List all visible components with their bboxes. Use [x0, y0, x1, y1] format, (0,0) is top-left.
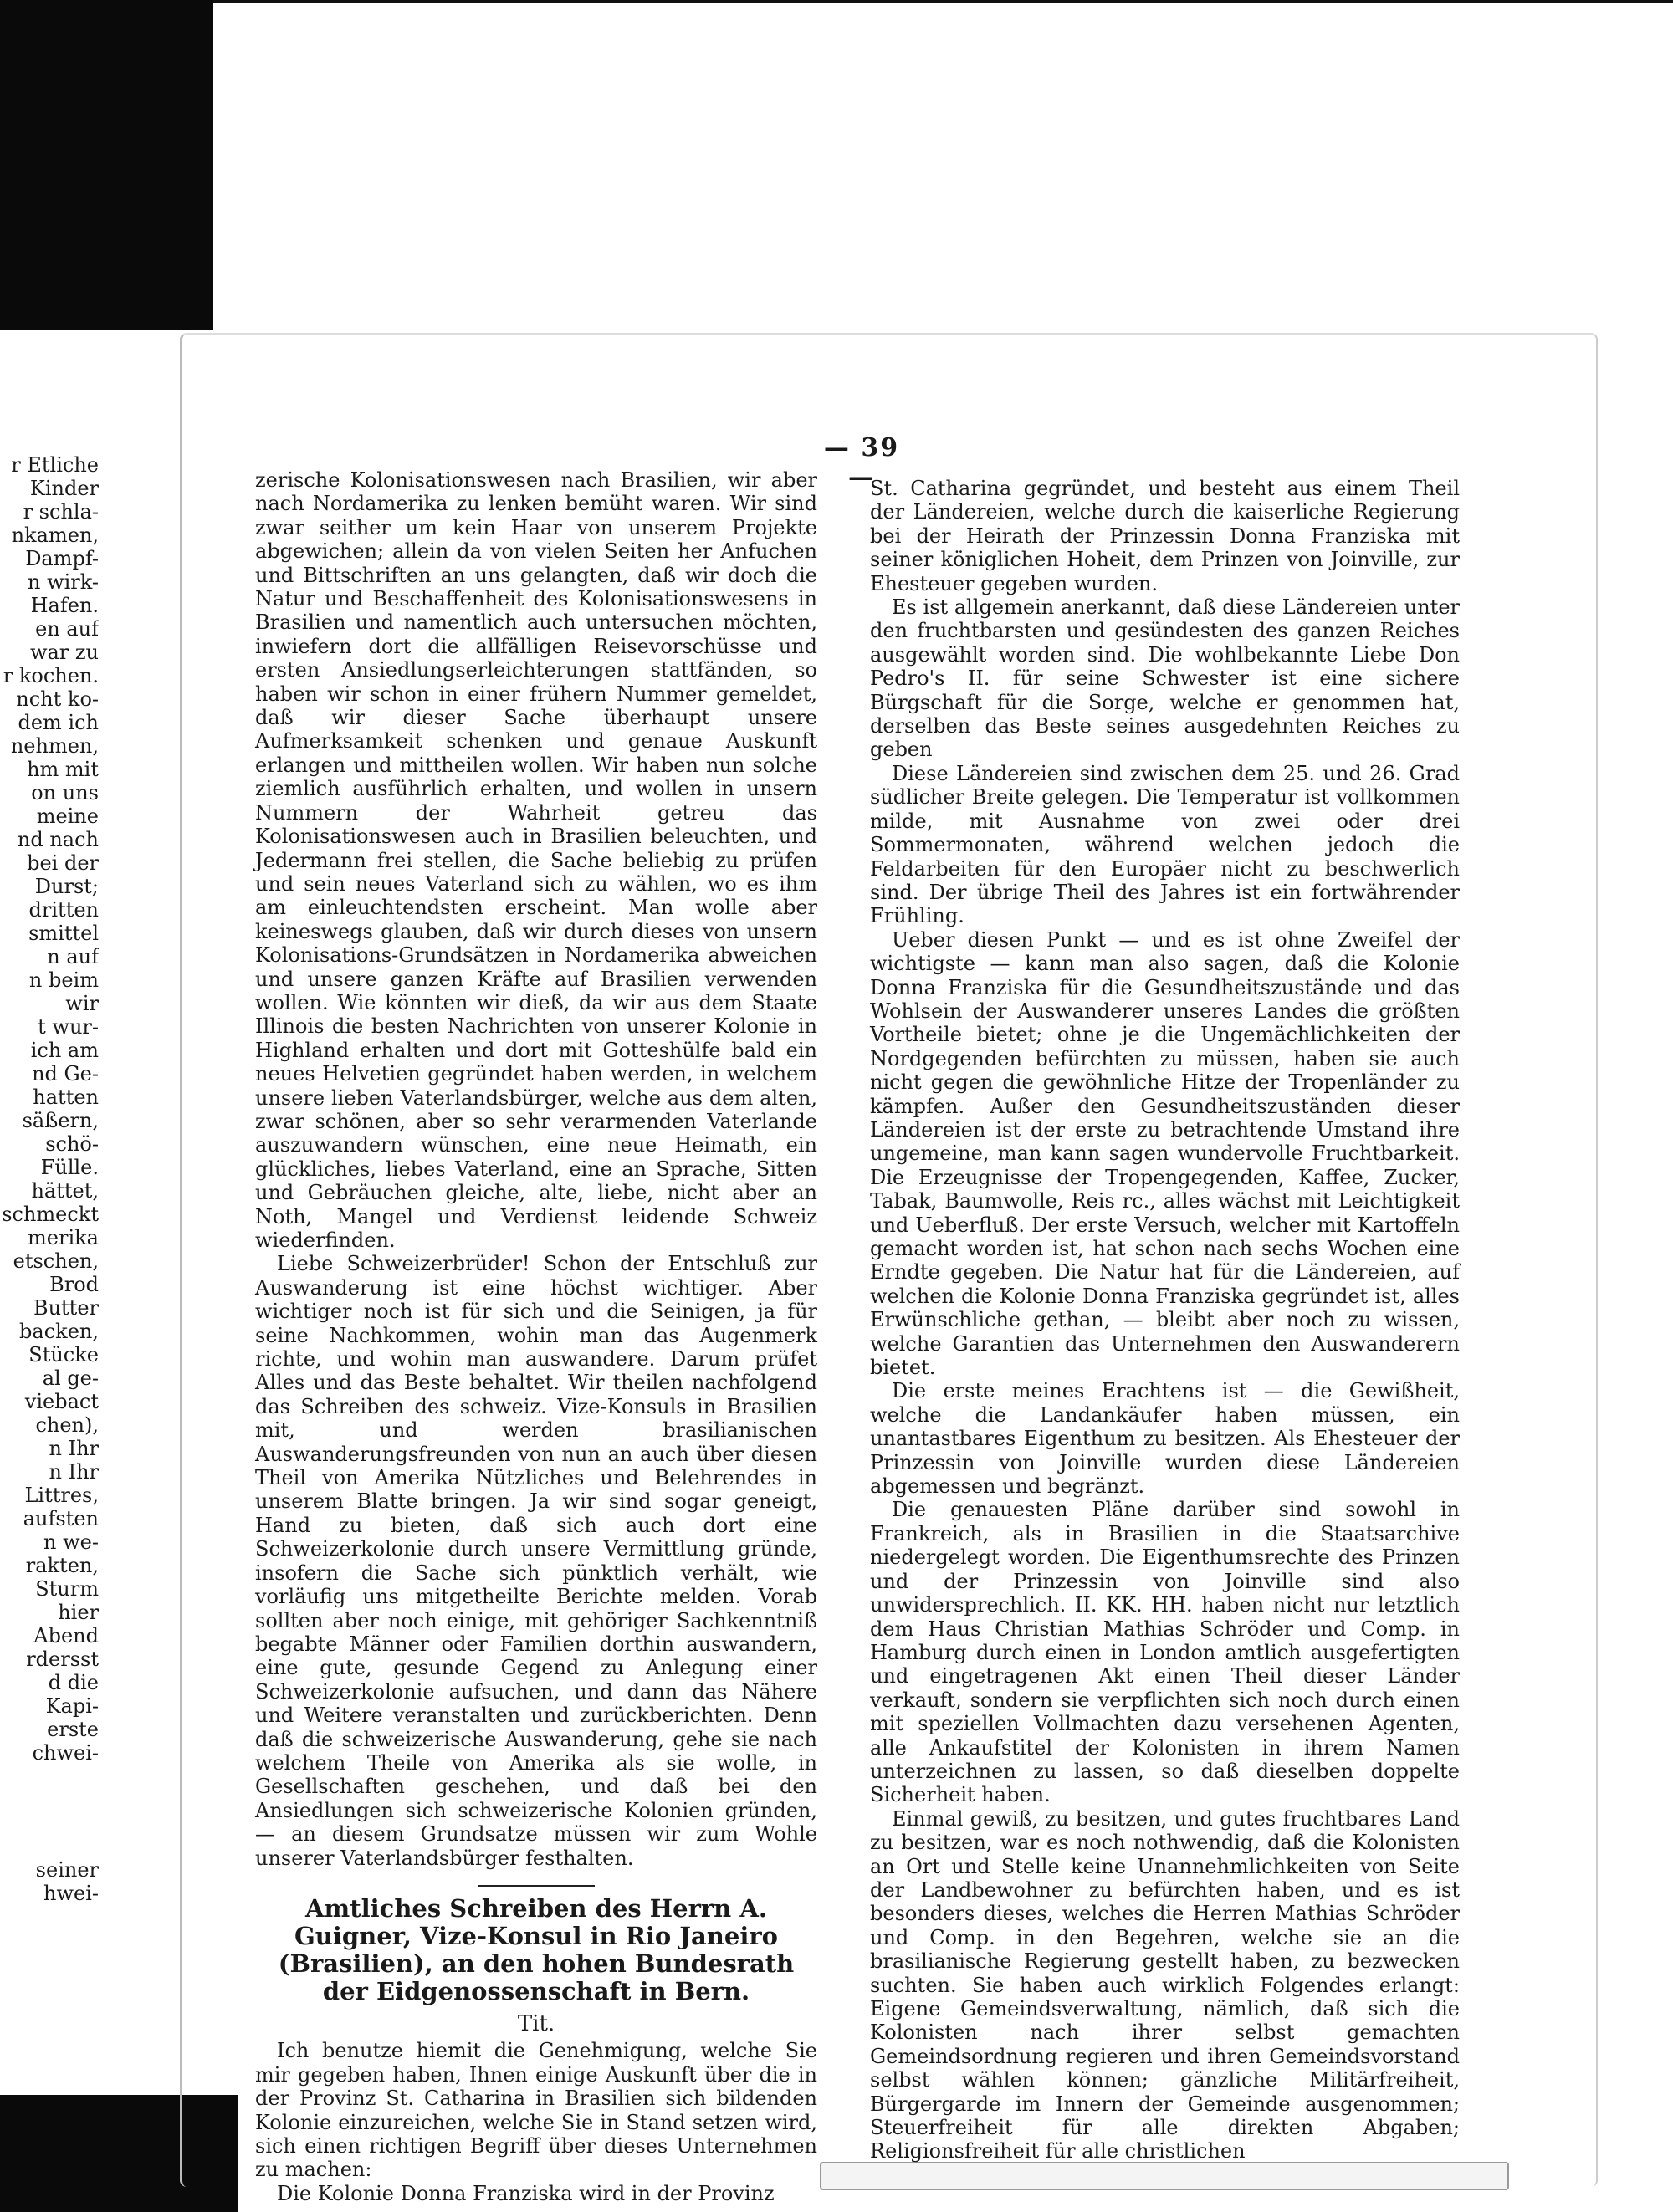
fragment-line: n auf	[47, 945, 99, 968]
fragment-line: aufsten	[23, 1507, 99, 1530]
page-number: — 39 —	[823, 433, 900, 492]
fragment-line: n Ihr	[49, 1437, 99, 1460]
fragment-line: Kinder	[29, 477, 99, 500]
fragment-line: etschen,	[13, 1249, 99, 1273]
paragraph: Diese Ländereien sind zwischen dem 25. und 26. Grad südlicher Breite gelegen. Die Temperatur ist vollkommen milde, mit Ausnahme von zwei oder drei Sommermonaten, während welchen jedoch die Feldarbeiten für den Europäer nicht zu beschwerlich sind. Der übrige Theil des Jahres ist ein fortwährender Frühling.	[870, 761, 1460, 928]
letter-paragraphs	[255, 2039, 817, 2205]
paragraph: Die genauesten Pläne darüber sind sowohl in Frankreich, als in Brasilien in die Staatsarchive niedergelegt worden. Die Eigenthumsrechte des Prinzen und der Prinzessin von Joinville sind also unwidersprechlich. II. KK. HH. haben nicht nur letztlich dem Haus Christian Mathias Schröder und Comp. in Hamburg durch einen in London amtlich ausgefertigten und eingetragenen Akt einen Theil dieser Länder verkauft, sondern sie verpflichten sich noch durch einen mit speziellen Vollmachten dazu versehenen Agenten, alle Ankaufstitel der Kolonisten in ihrem Namen unterzeichnen zu lassen, so daß dieselben doppelte Sicherheit haben.	[870, 1498, 1460, 1807]
fragment-line: t wur-	[38, 1015, 99, 1039]
left-column	[255, 468, 817, 2205]
scan-top-border	[213, 0, 1673, 3]
fragment-line: chen),	[35, 1413, 99, 1437]
fragment-line: chwei-	[32, 1741, 99, 1765]
fragment-line: ich am	[30, 1039, 99, 1062]
fragment-line: Littres,	[24, 1484, 99, 1507]
previous-page-fragment	[0, 453, 99, 1905]
fragment-line: meine	[36, 805, 99, 828]
fragment-line: rakten,	[25, 1554, 99, 1577]
fragment-line: wir	[65, 992, 99, 1015]
fragment-line: al ge-	[42, 1367, 99, 1390]
fragment-line: Brod	[49, 1273, 99, 1296]
fragment-line: nd nach	[17, 828, 99, 851]
fragment-line	[0, 1835, 99, 1858]
fragment-line: hatten	[33, 1086, 99, 1109]
fragment-line: dritten	[28, 898, 99, 922]
fragment-line: d die	[48, 1671, 99, 1694]
fragment-line: war zu	[29, 641, 99, 664]
fragment-line: rdersst	[26, 1648, 99, 1671]
paragraph: Ich benutze hiemit die Genehmigung, welche Sie mir gegeben haben, Ihnen einige Auskunft über die in der Provinz St. Catharina in Brasilien sich bildenden Kolonie einzureichen, welche Sie in Stand setzen wird, sich einen richtigen Begriff über dieses Unternehmen zu machen:	[255, 2039, 817, 2182]
fragment-line: Stücke	[28, 1343, 99, 1367]
fragment-line: r Etliche	[11, 453, 99, 477]
fragment-line: schö-	[45, 1132, 99, 1156]
fragment-line: Fülle.	[40, 1156, 99, 1179]
fragment-line: merika	[28, 1226, 99, 1249]
letter-heading: Amtliches Schreiben des Herrn A. Guigner, Vize-Konsul in Rio Janeiro (Brasilien), an den hohen Bundesrath der Eidgenossenschaft in Bern.	[278, 1893, 795, 2005]
fragment-line: hwei-	[43, 1882, 99, 1905]
fragment-line: r schla-	[23, 500, 99, 524]
fragment-line: smittel	[28, 922, 99, 945]
scan-bottom-artifact	[820, 2162, 1509, 2190]
fragment-line: hier	[58, 1601, 99, 1624]
fragment-line: hättet,	[31, 1179, 99, 1203]
paragraph: St. Catharina gegründet, und besteht aus einem Theil der Ländereien, welche durch die kaiserliche Regierung bei der Heirath der Prinzessin Donna Franziska mit seiner königlichen Hoheit, dem Prinzen von Joinville, zur Ehesteuer gegeben wurden.	[870, 477, 1460, 595]
fragment-line: n we-	[43, 1530, 99, 1554]
fragment-line: n wirk-	[27, 570, 99, 594]
paragraph: zerische Kolonisationswesen nach Brasilien, wir aber nach Nordamerika zu lenken bemüht waren. Wir sind zwar seither um kein Haar von unserem Projekte abgewichen; allein da von vielen Seiten her Anfuchen und Bittschriften an uns gelangten, daß wir doch die Natur und Beschaffenheit des Kolonisationswesens in Brasilien und namentlich auch untersuchen möchten, inwiefern dort die allfälligen Reisevorschüsse und ersten Ansiedlungserleichterungen stattfänden, so haben wir schon in einer frühern Nummer gemeldet, daß wir dieser Sache überhaupt unsere Aufmerksamkeit schenken und genaue Auskunft erlangen und mittheilen wollen. Wir haben nun solche ziemlich ausführlich erhalten, und wollen in unsern Nummern der Wahrheit getreu das Kolonisationswesen auch in Brasilien beleuchten, und Jedermann frei stellen, die Sache beliebig zu prüfen und sein neues Vaterland sich zu wählen, wo es ihm am einleuchtendsten erscheint. Man wolle aber keineswegs glauben, daß wir durch dieses von unsern Kolonisations-Grundsätzen in Nordamerika abweichen und unsere ganzen Kräfte auf Brasilien verwenden wollen. Wie könnten wir dieß, da wir aus dem Staate Illinois die besten Nachrichten von unserer Kolonie in Highland erhalten und dort mit Gotteshülfe bald ein neues Helvetien gegründet haben werden, in welchem unsere lieben Vaterlandsbürger, welche aus dem alten, zwar schönen, aber so sehr verarmenden Vaterlande auszuwandern wünschen, eine neue Heimath, ein glückliches, liebes Vaterland, eine an Sprache, Sitten und Gebräuchen gleiche, alte, liebe, nicht aber an Noth, Mangel und Verdienst leidende Schweiz wiederfinden.	[255, 468, 817, 1252]
letter-salutation: Tit.	[517, 2010, 555, 2036]
fragment-line	[0, 1788, 99, 1811]
fragment-line	[0, 1811, 99, 1835]
fragment-line: Dampf-	[25, 547, 99, 570]
fragment-line: Kapi-	[45, 1694, 99, 1718]
fragment-line: Hafen.	[30, 594, 99, 617]
scan-dark-margin-top	[0, 0, 213, 330]
fragment-line: backen,	[19, 1320, 99, 1343]
section-divider	[478, 1885, 595, 1887]
fragment-line: viebact	[24, 1390, 99, 1413]
paragraph: Liebe Schweizerbrüder! Schon der Entschluß zur Auswanderung ist eine höchst wichtiger. Aber wichtiger noch ist für sich und die Seinigen, ja für seine Nachkommen, wohin man das Augenmerk richte, und wohin man auswandere. Darum prüfet Alles und das Beste behaltet. Wir theilen nachfolgend das Schreiben des schweiz. Vize-Konsuls in Brasilien mit, und werden brasilianischen Auswanderungsfreunden von nun an auch über diesen Theil von Amerika Nützliches und Belehrendes in unserem Blatte bringen. Ja wir sind sogar geneigt, Hand zu bieten, daß sich auch dort eine Schweizerkolonie durch unsere Vermittlung gründe, insofern die Sache sich pünktlich verhält, wie vorläufig uns mitgetheilte Berichte melden. Vorab sollten aber noch einige, mit gehöriger Sachkenntniß begabte Männer oder Familien dorthin auswandern, eine gute, gesunde Gegend zu Anlegung einer Schweizerkolonie aufsuchen, und dann das Nähere und Weitere veranstalten und zurückberichten. Denn daß die schweizerische Auswanderung, gehe sie nach welchem Theile von Amerika als sie wolle, in Gesellschaften geschehen, und daß bei den Ansiedlungen sich schweizerische Kolonien gründen, — an diesem Grundsatze müssen wir zum Wohle unserer Vaterlandsbürger festhalten.	[255, 1252, 817, 1870]
fragment-line: erste	[47, 1718, 99, 1741]
fragment-line: n beim	[28, 968, 99, 992]
fragment-line: nehmen,	[10, 734, 99, 758]
fragment-line: bei der	[27, 851, 99, 875]
paragraph: Die erste meines Erachtens ist — die Gewißheit, welche die Landankäufer haben müssen, ein unantastbares Eigenthum zu besitzen. Als Ehesteuer der Prinzessin von Joinville wurden diese Ländereien abgemessen und begränzt.	[870, 1379, 1460, 1499]
fragment-line: ncht ko-	[16, 687, 99, 711]
right-column-paragraphs	[870, 477, 1460, 2163]
fragment-line: n Ihr	[49, 1460, 99, 1484]
fragment-line: en auf	[35, 617, 99, 641]
paragraph: Einmal gewiß, zu besitzen, und gutes fruchtbares Land zu besitzen, war es noch nothwendig, daß die Kolonisten an Ort und Stelle keine Unannehmlichkeiten von Seite der Landbewohner zu befürchten haben, und es ist besonders dieses, welches die Herren Mathias Schröder und Comp. in den Begehren, welche sie an die brasilianische Regierung gestellt haben, zu bezwecken suchten. Sie haben auch wirklich Folgendes erlangt: Eigene Gemeindsverwaltung, nämlich, daß sich die Kolonisten nach ihrer selbst gemachten Gemeindsordnung regieren und ihren Gemeindsvorstand selbst wählen können; gänzliche Militärfreiheit, Bürgergarde im Innern der Gemeinde ausgenommen; Steuerfreiheit für alle direkten Abgaben; Religionsfreiheit für alle christlichen	[870, 1806, 1460, 2163]
left-column-paragraphs	[255, 468, 817, 1870]
fragment-line: dem ich	[18, 711, 99, 734]
fragment-line: schmeckt	[2, 1203, 99, 1226]
fragment-line: Butter	[33, 1296, 99, 1320]
paragraph: Es ist allgemein anerkannt, daß diese Ländereien unter den fruchtbarsten und gesündesten des ganzen Reiches ausgewählt worden sind. Die wohlbekannte Liebe Don Pedro's II. für seine Schwester ist eine sichere Bürgschaft für die Sorge, welche er genommen hat, derselben das Beste seines ausgedehnten Reiches zu geben	[870, 595, 1460, 762]
fragment-line: nd Ge-	[32, 1062, 99, 1086]
fragment-line: Abend	[33, 1624, 99, 1648]
fragment-line: Sturm	[35, 1577, 99, 1601]
paragraph: Die Kolonie Donna Franziska wird in der Provinz	[277, 2181, 775, 2205]
fragment-line: säßern,	[22, 1109, 99, 1132]
fragment-line: seiner	[35, 1858, 99, 1882]
right-column	[870, 477, 1460, 2163]
paragraph: Ueber diesen Punkt — und es ist ohne Zweifel der wichtigste — kann man also sagen, daß die Kolonie Donna Franziska für die Gesundheitszustände und das Wohlsein der Auswanderer unseres Landes die größten Vortheile bietet; ohne je die Ungemächlichkeiten der Nordgegenden befürchten zu müssen, haben sie auch nicht gegen die gewöhnliche Hitze der Tropenländer zu kämpfen. Außer den Gesundheitszuständen dieser Ländereien ist der erste zu betrachtende Umstand ihre ungemeine, man kann sagen wundervolle Fruchtbarkeit. Die Erzeugnisse der Tropengegenden, Kaffee, Zucker, Tabak, Baumwolle, Reis rc., alles wächst mit Leichtigkeit und Ueberfluß. Der erste Versuch, welcher mit Kartoffeln gemacht worden ist, hat schon nach sechs Wochen eine Erndte gegeben. Die Natur hat für die Ländereien, auf welchen die Kolonie Donna Franziska gegründet ist, alles Erwünschliche gethan, — bleibt aber noch zu wissen, welche Garantien das Unternehmen den Auswanderern bietet.	[870, 927, 1460, 1380]
fragment-line: hm mit	[27, 758, 99, 781]
fragment-line: on uns	[31, 781, 99, 805]
fragment-line: Durst;	[34, 875, 99, 898]
fragment-line: r kochen.	[3, 664, 99, 687]
fragment-line	[0, 1765, 99, 1788]
fragment-line: nkamen,	[11, 524, 99, 547]
